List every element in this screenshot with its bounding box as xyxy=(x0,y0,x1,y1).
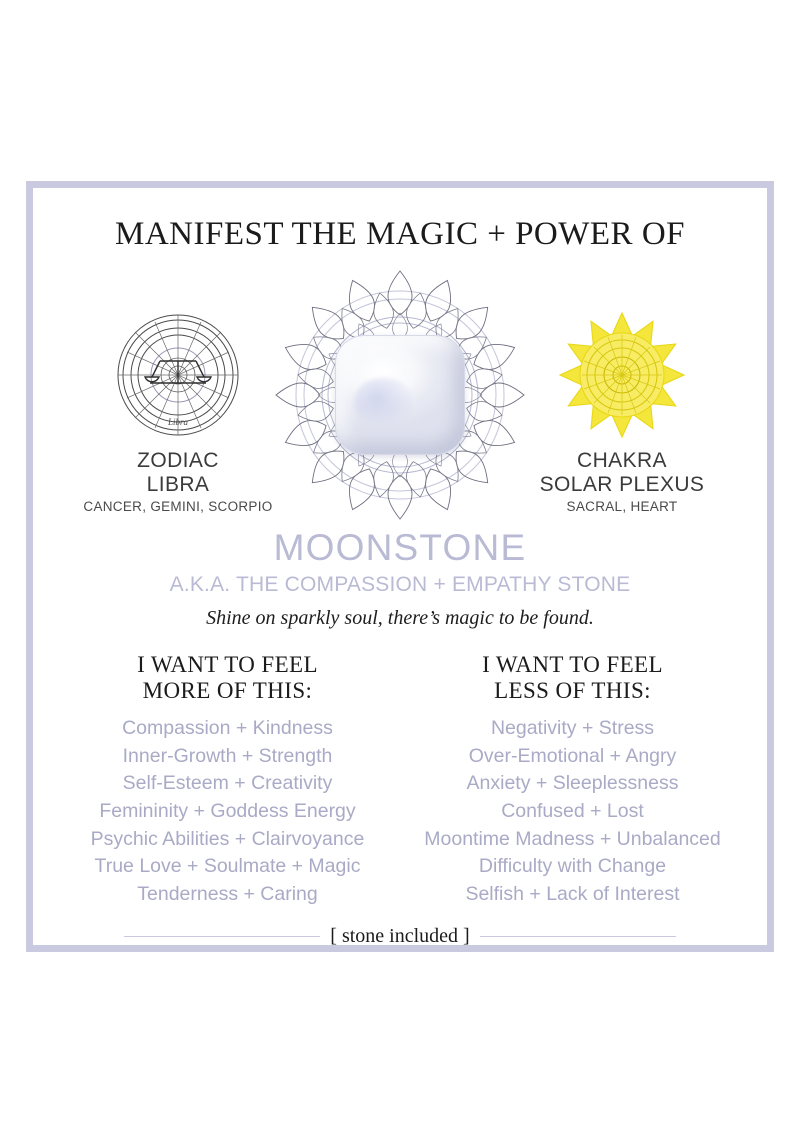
more-of-this-title-line1: I WANT TO FEEL xyxy=(137,652,318,677)
info-card-inner xyxy=(33,188,767,945)
list-item: Confused + Lost xyxy=(501,799,644,822)
more-of-this-title-line2: MORE OF THIS: xyxy=(142,678,313,704)
feelings-lists xyxy=(55,652,745,909)
chakra-secondary: SACRAL, HEART xyxy=(566,499,678,515)
footer-note xyxy=(55,925,745,948)
list-item: Selfish + Lack of Interest xyxy=(465,883,680,905)
list-item: Femininity + Goddess Energy xyxy=(99,799,356,822)
stone-aka: A.K.A. THE COMPASSION + EMPATHY STONE xyxy=(169,573,631,596)
emblem-row xyxy=(55,261,745,531)
chakra-label: CHAKRA xyxy=(577,449,667,472)
more-of-this-items xyxy=(55,715,400,909)
chakra-block xyxy=(507,309,737,514)
mandala-art xyxy=(266,261,534,529)
list-item: Negativity + Stress xyxy=(490,716,655,739)
divider-left xyxy=(124,936,320,937)
list-item: Over-Emotional + Angry xyxy=(468,744,677,767)
list-item: Tenderness + Caring xyxy=(137,883,318,905)
chakra-primary: SOLAR PLEXUS xyxy=(539,472,705,496)
list-item: Difficulty with Change xyxy=(478,855,667,878)
stone-mandala-block xyxy=(266,261,534,529)
list-item: True Love + Soulmate + Magic xyxy=(94,855,361,878)
list-item: Inner-Growth + Strength xyxy=(122,744,333,767)
stone-tagline: Shine on sparkly soul, there’s magic to be found. xyxy=(206,607,594,629)
list-item: Self-Esteem + Creativity xyxy=(122,772,333,795)
zodiac-secondary: CANCER, GEMINI, SCORPIO xyxy=(83,499,273,515)
zodiac-label: ZODIAC xyxy=(137,449,219,472)
more-of-this-column xyxy=(55,652,400,909)
moonstone-gem-icon xyxy=(335,335,465,455)
stone-name: MOONSTONE xyxy=(273,527,527,568)
list-item: Anxiety + Sleeplessness xyxy=(466,772,679,795)
list-item: Compassion + Kindness xyxy=(122,716,333,739)
divider-right xyxy=(480,936,676,937)
libra-mandala-icon xyxy=(63,309,293,449)
less-of-this-title-line2: LESS OF THIS: xyxy=(494,678,651,704)
stone-included-label: [ stone included ] xyxy=(330,924,470,947)
less-of-this-items xyxy=(400,715,745,909)
svg-text:Libra: Libra xyxy=(167,417,189,427)
zodiac-block xyxy=(63,309,293,514)
zodiac-primary: LIBRA xyxy=(146,472,210,496)
less-of-this-column xyxy=(400,652,745,909)
info-card xyxy=(26,181,774,952)
page-title: MANIFEST THE MAGIC + POWER OF xyxy=(114,216,686,252)
less-of-this-title-line1: I WANT TO FEEL xyxy=(482,652,663,677)
list-item: Psychic Abilities + Clairvoyance xyxy=(90,827,365,850)
list-item: Moontime Madness + Unbalanced xyxy=(424,827,721,850)
solar-plexus-mandala-icon xyxy=(507,309,737,449)
